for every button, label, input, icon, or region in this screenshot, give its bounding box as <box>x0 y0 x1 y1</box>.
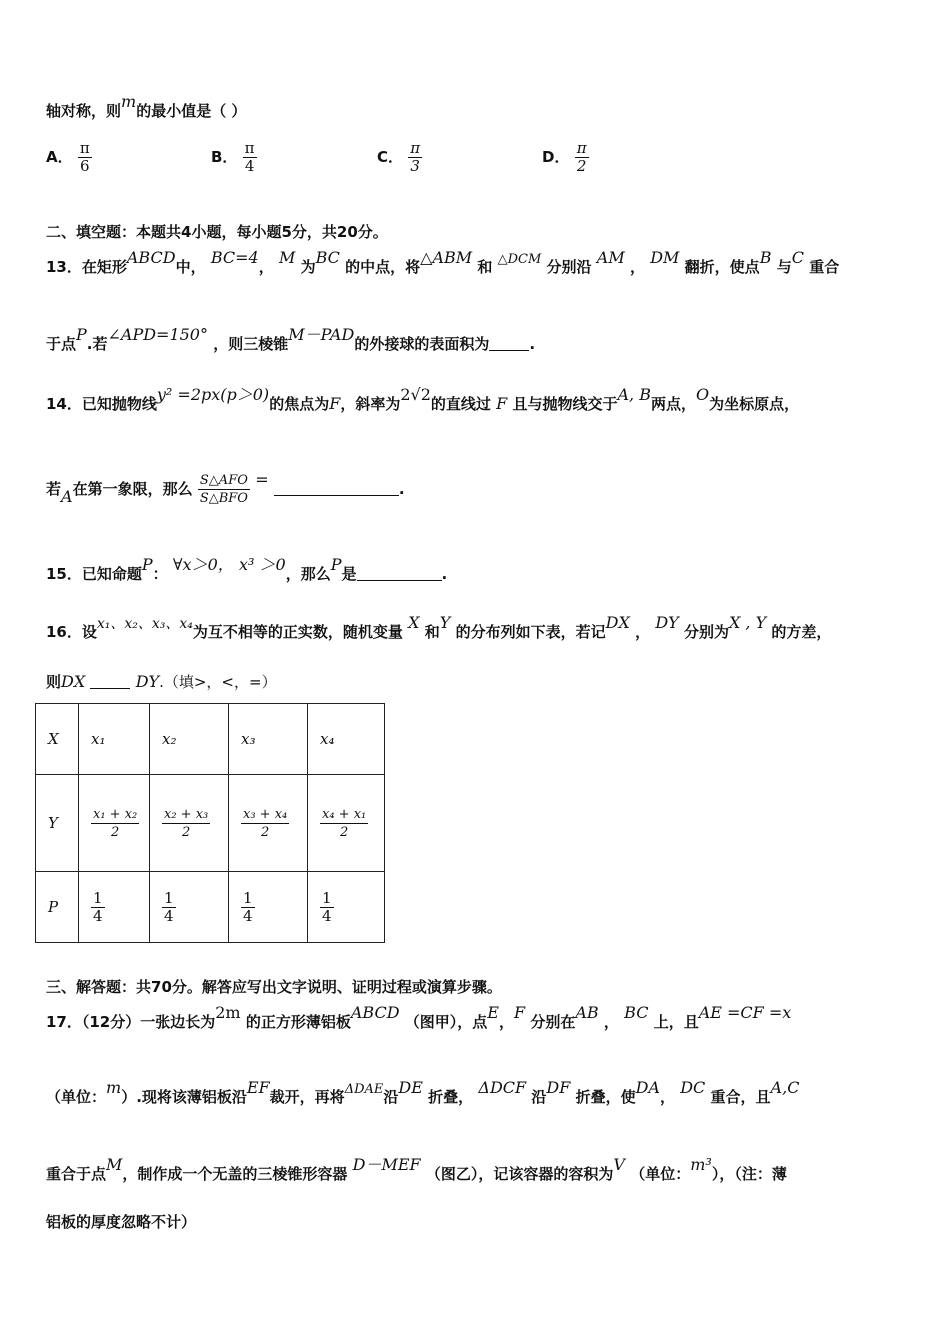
q13-math: B <box>759 248 772 267</box>
q16-text: 为互不相等的正实数，随机变量 <box>192 623 403 641</box>
q17-text: 折叠，使 <box>575 1088 636 1106</box>
q16-text: 则 <box>46 673 62 691</box>
option-d-den: 2 <box>576 157 587 175</box>
cell-frac-num: x₁ + x₂ <box>93 806 138 822</box>
q17-text: ）.现将该薄铝板沿 <box>121 1088 247 1106</box>
cell-frac <box>241 890 255 925</box>
q17-text: 沿 <box>383 1088 399 1106</box>
q15-math: ∀x＞0， <box>172 555 234 574</box>
cell-frac-num: x₃ + x₄ <box>243 806 288 822</box>
cell-frac <box>91 890 105 925</box>
q13-math: BC=4 <box>210 248 259 267</box>
q12-stem <box>46 92 247 121</box>
cell-frac-num: x₄ + x₁ <box>322 806 367 822</box>
q16-text: 的分布列如下表，若记 <box>455 623 606 641</box>
q17-math: E <box>487 1003 499 1022</box>
q17-math: DC <box>680 1078 706 1097</box>
q15-text: 是 <box>341 565 357 583</box>
q13-text: 和 <box>477 258 493 276</box>
q13-text: 中， <box>175 258 206 276</box>
table-cell: x₃ <box>229 704 308 775</box>
cell-frac-den: 2 <box>181 824 191 840</box>
q16-math: Y <box>439 613 451 632</box>
q16-math: X , Y <box>728 613 767 632</box>
cell-frac-den: 4 <box>243 906 253 925</box>
q14-ratio <box>198 472 250 507</box>
q13-text: ，则三棱锥 <box>213 335 289 353</box>
q14-line1 <box>46 385 800 414</box>
q14-math: A <box>61 487 73 506</box>
q17-line1 <box>46 1003 792 1032</box>
q13-math: M <box>278 248 296 267</box>
q13-text: 于点 <box>46 335 77 353</box>
q17-math: D－MEF <box>352 1155 421 1174</box>
q15-text: ： <box>152 565 168 583</box>
q17-text: 的正方形薄铝板 <box>245 1013 351 1031</box>
q13-line2 <box>46 325 536 354</box>
q17-math: AB <box>575 1003 599 1022</box>
q17-math: ABCD <box>350 1003 400 1022</box>
table-cell <box>79 872 150 943</box>
table-cell <box>150 872 229 943</box>
cell-frac <box>162 890 176 925</box>
q17-line4: 铝板的厚度忽略不计） <box>46 1213 197 1231</box>
q14-math: 2√2 <box>400 385 431 404</box>
cell-frac-num: 1 <box>164 888 174 907</box>
cell-frac-den: 4 <box>164 906 174 925</box>
q12-var-m: m <box>121 92 137 111</box>
q13-text: .若 <box>86 335 108 353</box>
q17-math: DE <box>398 1078 423 1097</box>
q13-text: 分别沿 <box>546 258 592 276</box>
option-c-label: C． <box>377 148 404 166</box>
distribution-table <box>35 703 385 943</box>
q14-math: A, B <box>617 385 651 404</box>
answer-blank[interactable] <box>90 674 130 689</box>
option-d-num: π <box>576 139 587 157</box>
q17-text: （单位： <box>630 1165 691 1183</box>
option-d-frac <box>575 140 589 175</box>
q14-math: y² =2px(p＞0) <box>156 385 270 404</box>
q17-text: （单位： <box>46 1088 107 1106</box>
q13-text: 翻折，使点 <box>684 258 760 276</box>
q12-text: 轴对称，则 <box>46 102 122 120</box>
option-a[interactable] <box>46 140 92 175</box>
q17-text: 重合，且 <box>710 1088 771 1106</box>
option-c-frac <box>408 140 422 175</box>
table-cell: x₁ <box>79 704 150 775</box>
q13-math: AM <box>596 248 625 267</box>
q13-math: ∠APD=150° <box>107 325 208 344</box>
q13-text: 的中点，将 <box>345 258 421 276</box>
cell-frac <box>241 806 289 841</box>
q15-number: 15．已知命题 <box>46 565 142 583</box>
q17-text: ， <box>603 1013 619 1031</box>
q16-line2 <box>46 671 277 692</box>
cell-frac-num: 1 <box>322 888 332 907</box>
q14-math: = <box>255 470 269 489</box>
section3-heading: 三、解答题：共70分。解答应写出文字说明、证明过程或演算步骤。 <box>46 978 502 996</box>
answer-blank[interactable] <box>489 336 529 351</box>
q14-number: 14．已知抛物线 <box>46 395 157 413</box>
q16-text: .（填>，<，=） <box>159 673 277 691</box>
table-cell: x₂ <box>150 704 229 775</box>
q16-text: 和 <box>424 623 440 641</box>
q13-line1 <box>46 248 840 277</box>
q13-text: 为 <box>300 258 316 276</box>
q17-text: ），（注：薄 <box>711 1165 787 1183</box>
q13-math: △DCM <box>497 252 542 267</box>
table-row <box>36 704 385 775</box>
q17-math: m³ <box>690 1155 712 1174</box>
q17-math: M <box>106 1155 123 1174</box>
table-row <box>36 775 385 872</box>
q17-text: 沿 <box>531 1088 547 1106</box>
cell-frac-den: 4 <box>93 906 103 925</box>
section2-heading: 二、填空题：本题共4小题，每小题5分，共20分。 <box>46 223 388 241</box>
q17-math: BC <box>624 1003 649 1022</box>
q17-math: A,C <box>770 1078 800 1097</box>
q17-math: ΔDCF <box>478 1078 527 1097</box>
q17-text: （图乙），记该容器的容积为 <box>425 1165 614 1183</box>
q14-text: 且与抛物线交于 <box>512 395 618 413</box>
q17-line3 <box>46 1155 787 1184</box>
q13-math: ABCD <box>126 248 176 267</box>
q17-math: ΔDAE <box>344 1082 384 1097</box>
q12-text-end: 的最小值是（ ） <box>136 102 247 120</box>
q17-math: AE =CF =x <box>698 1003 792 1022</box>
table-cell <box>150 775 229 872</box>
q14-text: 若 <box>46 480 62 498</box>
q17-text: 折叠， <box>428 1088 474 1106</box>
answer-blank[interactable] <box>357 566 442 581</box>
cell-frac <box>320 890 334 925</box>
q16-line1 <box>46 613 832 642</box>
option-d[interactable] <box>542 140 589 175</box>
option-a-label: A． <box>46 148 73 166</box>
cell-frac-den: 4 <box>322 906 332 925</box>
q14-text: . <box>398 480 405 498</box>
option-a-den: 6 <box>80 157 90 175</box>
q13-math: △ABM <box>420 248 473 267</box>
cell-frac <box>91 806 139 841</box>
table-row-header: X <box>36 704 79 775</box>
option-b-den: 4 <box>244 157 255 175</box>
table-cell <box>229 872 308 943</box>
q14-line2 <box>46 472 405 507</box>
q14-text: 为坐标原点， <box>709 395 800 413</box>
table-cell: x₄ <box>308 704 385 775</box>
q17-line2 <box>46 1078 800 1107</box>
q14-ratio-den: S△BFO <box>199 491 248 506</box>
cell-frac-num: x₂ + x₃ <box>164 806 209 822</box>
q16-text: 分别为 <box>683 623 729 641</box>
q14-math: O <box>696 385 710 404</box>
q15-line <box>46 555 448 584</box>
q13-number: 13．在矩形 <box>46 258 127 276</box>
q16-math: DY <box>655 613 679 632</box>
table-cell <box>79 775 150 872</box>
option-c-num: π <box>410 139 421 157</box>
q17-math: DA <box>635 1078 660 1097</box>
q13-text: ， <box>258 258 274 276</box>
q13-math: P <box>76 325 87 344</box>
q13-text: ， <box>629 258 645 276</box>
q16-math: x₁、x₂、x₃、x₄ <box>96 616 193 632</box>
q16-math: X <box>408 613 420 632</box>
q13-math: BC <box>315 248 340 267</box>
q17-math: EF <box>246 1078 270 1097</box>
q16-math: DX <box>605 613 630 632</box>
cell-frac-den: 2 <box>339 824 349 840</box>
q16-text: 的方差， <box>771 623 832 641</box>
cell-frac <box>162 806 210 841</box>
q15-math: P <box>141 555 153 574</box>
q17-text: 重合于点 <box>46 1165 107 1183</box>
q15-math: P <box>330 555 342 574</box>
option-b-num: π <box>244 139 255 157</box>
q17-math: m <box>106 1078 122 1097</box>
q17-text: 分别在 <box>530 1013 576 1031</box>
q16-math: DX <box>61 672 86 691</box>
q14-text: ，斜率为 <box>340 395 401 413</box>
table-row-header: P <box>36 872 79 943</box>
option-a-num: π <box>79 139 90 157</box>
q17-text: ， <box>659 1088 675 1106</box>
option-b-label: B． <box>211 148 238 166</box>
q13-math: M－PAD <box>288 325 355 344</box>
q17-text: （图甲），点 <box>404 1013 488 1031</box>
q17-math: V <box>613 1155 625 1174</box>
q14-math: F <box>329 394 341 413</box>
option-b-frac <box>243 140 257 175</box>
q17-text: 上，且 <box>653 1013 699 1031</box>
q17-math: DF <box>546 1078 571 1097</box>
table-row-header: Y <box>36 775 79 872</box>
q17-text: ，制作成一个无盖的三棱锥形容器 <box>122 1165 348 1183</box>
table-cell <box>308 775 385 872</box>
q17-text: ， <box>498 1013 514 1031</box>
option-a-frac <box>78 140 92 175</box>
q14-text: 的直线过 <box>430 395 491 413</box>
q16-text: ， <box>635 623 651 641</box>
q14-text: 两点， <box>650 395 696 413</box>
q13-text: 重合 <box>809 258 840 276</box>
option-d-label: D． <box>542 148 570 166</box>
q15-text: ，那么 <box>285 565 331 583</box>
q15-text: . <box>441 565 448 583</box>
option-b[interactable] <box>211 140 257 175</box>
q17-math: 2m <box>215 1003 241 1022</box>
cell-frac-num: 1 <box>243 888 253 907</box>
q15-math: x³ ＞0 <box>239 555 286 574</box>
q16-number: 16．设 <box>46 623 97 641</box>
cell-frac-den: 2 <box>260 824 270 840</box>
answer-blank[interactable] <box>274 481 399 496</box>
table-cell <box>229 775 308 872</box>
q16-math: DY <box>135 672 160 691</box>
q14-text: 在第一象限，那么 <box>72 480 193 498</box>
option-c-den: 3 <box>410 157 420 175</box>
table-cell <box>308 872 385 943</box>
q13-math: C <box>791 248 804 267</box>
q17-number: 17．（12分）一张边长为 <box>46 1013 216 1031</box>
cell-frac-num: 1 <box>93 888 103 907</box>
q17-text: 裁开，再将 <box>269 1088 345 1106</box>
option-c[interactable] <box>377 140 422 175</box>
q17-math: F <box>514 1003 526 1022</box>
q14-ratio-num: S△AFO <box>198 472 250 490</box>
q14-text: 的焦点为 <box>269 395 330 413</box>
cell-frac <box>320 806 368 841</box>
q13-text: . <box>529 335 536 353</box>
q14-math: F <box>496 394 508 413</box>
q13-math: DM <box>650 248 680 267</box>
cell-frac-den: 2 <box>110 824 120 840</box>
q13-text: 与 <box>776 258 792 276</box>
table-row <box>36 872 385 943</box>
q13-text: 的外接球的表面积为 <box>354 335 490 353</box>
